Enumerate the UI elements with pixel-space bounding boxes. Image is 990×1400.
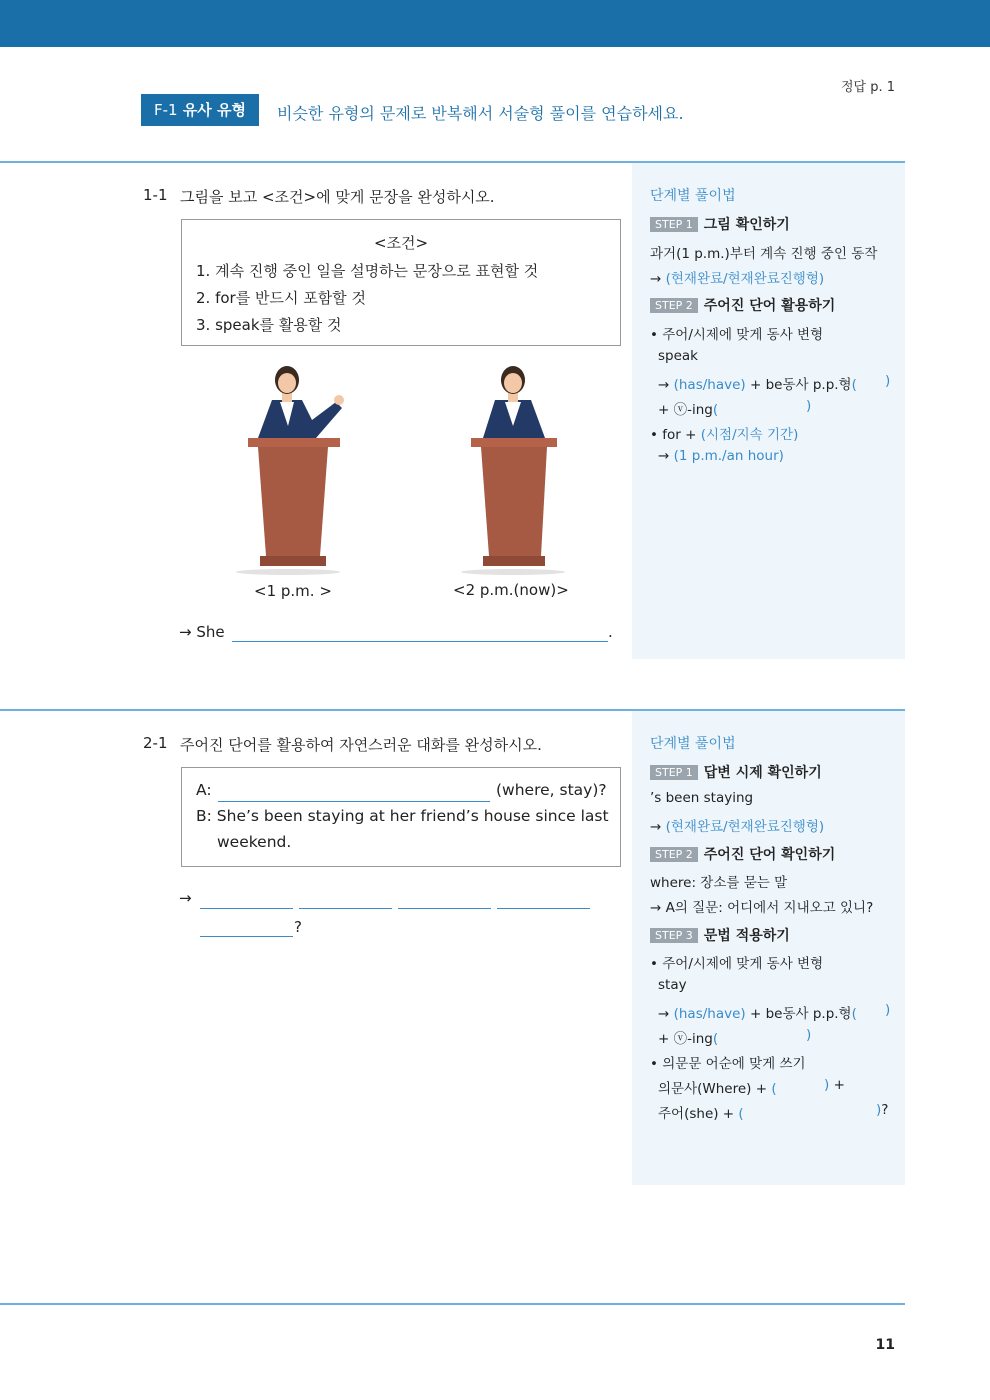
question-number: 1-1 <box>143 186 168 204</box>
paren-open: ( <box>851 377 857 393</box>
step-tag: STEP 1 <box>650 217 698 232</box>
badge-code: F-1 <box>153 101 178 119</box>
step-label: 주어진 단어 활용하기 <box>703 298 836 314</box>
arrow-text: → <box>658 448 674 464</box>
step-row <box>650 214 790 234</box>
choice-text: (has/have) <box>673 1006 746 1022</box>
panel-title: 단계별 풀이법 <box>650 736 736 752</box>
formula-text: • for + <box>650 427 701 443</box>
paren-open: ( <box>771 1081 777 1097</box>
conditions-title: <조건> <box>373 234 429 252</box>
section-badge <box>141 94 259 126</box>
formula-text: + ⓥ-ing <box>658 402 713 418</box>
panel-line <box>650 423 798 443</box>
step-solution-panel <box>632 163 905 659</box>
panel-title: 단계별 풀이법 <box>650 188 736 204</box>
panel-line: stay <box>658 977 687 993</box>
answer-prefix: → She <box>179 623 225 641</box>
arrow-text: → <box>658 1006 674 1022</box>
dialogue-box <box>181 767 621 867</box>
paren-close: ) <box>806 398 812 414</box>
arrow-text: → <box>650 271 666 287</box>
panel-line <box>658 398 718 418</box>
panel-line-end <box>824 1077 845 1093</box>
plus-text: + <box>829 1077 845 1093</box>
formula-text: + ⓥ-ing <box>658 1031 713 1047</box>
answer-arrow: → <box>179 889 192 907</box>
choice-text: (현재완료/현재완료진행형) <box>665 271 825 287</box>
condition-item: 3. speak를 활용할 것 <box>196 316 342 334</box>
step-tag: STEP 1 <box>650 765 698 780</box>
panel-line <box>658 373 857 393</box>
conditions-box <box>181 219 621 346</box>
paren-open: ( <box>738 1106 744 1122</box>
formula-text: + be동사 p.p.형 <box>745 377 852 393</box>
panel-line: ’s been staying <box>650 790 754 806</box>
badge-label: 유사 유형 <box>182 101 246 119</box>
word-blank[interactable] <box>200 936 293 937</box>
question-number: 2-1 <box>143 734 168 752</box>
panel-line: • 의문문 어순에 맞게 쓰기 <box>650 1056 806 1072</box>
arrow-text: → <box>658 377 674 393</box>
answer-reference: 정답 p. 1 <box>840 80 895 95</box>
choice-text: (1 p.m./an hour) <box>673 448 784 464</box>
paren-close: ) <box>824 1077 830 1093</box>
page-number: 11 <box>875 1337 895 1353</box>
step-label: 문법 적용하기 <box>703 928 790 944</box>
speaker-standing-illustration <box>455 360 575 578</box>
question-prompt: 그림을 보고 <조건>에 맞게 문장을 완성하시오. <box>180 188 495 206</box>
formula-text: + be동사 p.p.형 <box>745 1006 852 1022</box>
panel-line <box>658 1002 857 1022</box>
panel-line: → A의 질문: 어디에서 지내오고 있니? <box>650 900 874 916</box>
question-mark: ? <box>294 918 302 936</box>
choice-text: (has/have) <box>673 377 746 393</box>
panel-line <box>650 267 824 287</box>
question-prompt: 주어진 단어를 활용하여 자연스러운 대화를 완성하시오. <box>180 736 542 754</box>
speaker-gesturing-illustration <box>230 360 360 578</box>
panel-line: • 주어/시제에 맞게 동사 변형 <box>650 956 824 972</box>
panel-line: where: 장소를 묻는 말 <box>650 875 788 891</box>
arrow-text: → <box>650 819 666 835</box>
step-row <box>650 844 835 864</box>
step-tag: STEP 3 <box>650 928 698 943</box>
paren-close: ) <box>806 1027 812 1043</box>
caption-1pm: <1 p.m. > <box>254 582 332 600</box>
choice-text: (현재완료/현재완료진행형) <box>665 819 825 835</box>
top-banner <box>0 0 990 47</box>
panel-line <box>658 1027 718 1047</box>
panel-line-end <box>876 1102 888 1118</box>
step-row <box>650 925 790 945</box>
answer-period: . <box>608 623 613 641</box>
word-blank[interactable] <box>299 908 392 909</box>
question-mark: ? <box>881 1102 889 1118</box>
step-label: 주어진 단어 확인하기 <box>703 847 836 863</box>
panel-line: • 주어/시제에 맞게 동사 변형 <box>650 327 824 343</box>
speaker-a-suffix: (where, stay)? <box>496 781 607 799</box>
condition-item: 1. 계속 진행 중인 일을 설명하는 문장으로 표현할 것 <box>196 262 539 280</box>
word-blank[interactable] <box>497 908 590 909</box>
paren-close: ) <box>885 373 891 389</box>
step-tag: STEP 2 <box>650 847 698 862</box>
paren-open: ( <box>712 402 719 418</box>
step-tag: STEP 2 <box>650 298 698 313</box>
paren-close: ) <box>876 1102 882 1118</box>
step-solution-panel <box>632 711 905 1185</box>
caption-2pm-now: <2 p.m.(now)> <box>453 581 569 599</box>
step-label: 답변 시제 확인하기 <box>703 765 822 781</box>
paren-open: ( <box>712 1031 719 1047</box>
formula-text: 주어(she) + <box>658 1106 739 1122</box>
panel-line <box>658 1102 744 1122</box>
speaker-b-line: B: She’s been staying at her friend’s house since last <box>196 807 609 825</box>
panel-line: speak <box>658 348 698 364</box>
panel-line: 과거(1 p.m.)부터 계속 진행 중인 동작 <box>650 246 878 262</box>
choice-text: (시점/지속 기간) <box>700 427 799 443</box>
speaker-a-prefix: A: <box>196 781 212 799</box>
dialogue-blank[interactable] <box>218 801 490 802</box>
paren-open: ( <box>851 1006 857 1022</box>
word-blank[interactable] <box>398 908 491 909</box>
panel-line <box>658 448 784 464</box>
speaker-b-line-cont: weekend. <box>217 833 292 851</box>
paren-close: ) <box>885 1002 891 1018</box>
answer-blank[interactable] <box>232 641 608 642</box>
condition-item: 2. for를 반드시 포함할 것 <box>196 289 366 307</box>
panel-line <box>650 815 824 835</box>
step-label: 그림 확인하기 <box>703 217 790 233</box>
formula-text: 의문사(Where) + <box>658 1081 772 1097</box>
section-subtitle: 비슷한 유형의 문제로 반복해서 서술형 풀이를 연습하세요. <box>277 104 684 123</box>
divider <box>0 1303 905 1305</box>
panel-line <box>658 1077 777 1097</box>
step-row <box>650 295 835 315</box>
word-blank[interactable] <box>200 908 293 909</box>
step-row <box>650 762 822 782</box>
